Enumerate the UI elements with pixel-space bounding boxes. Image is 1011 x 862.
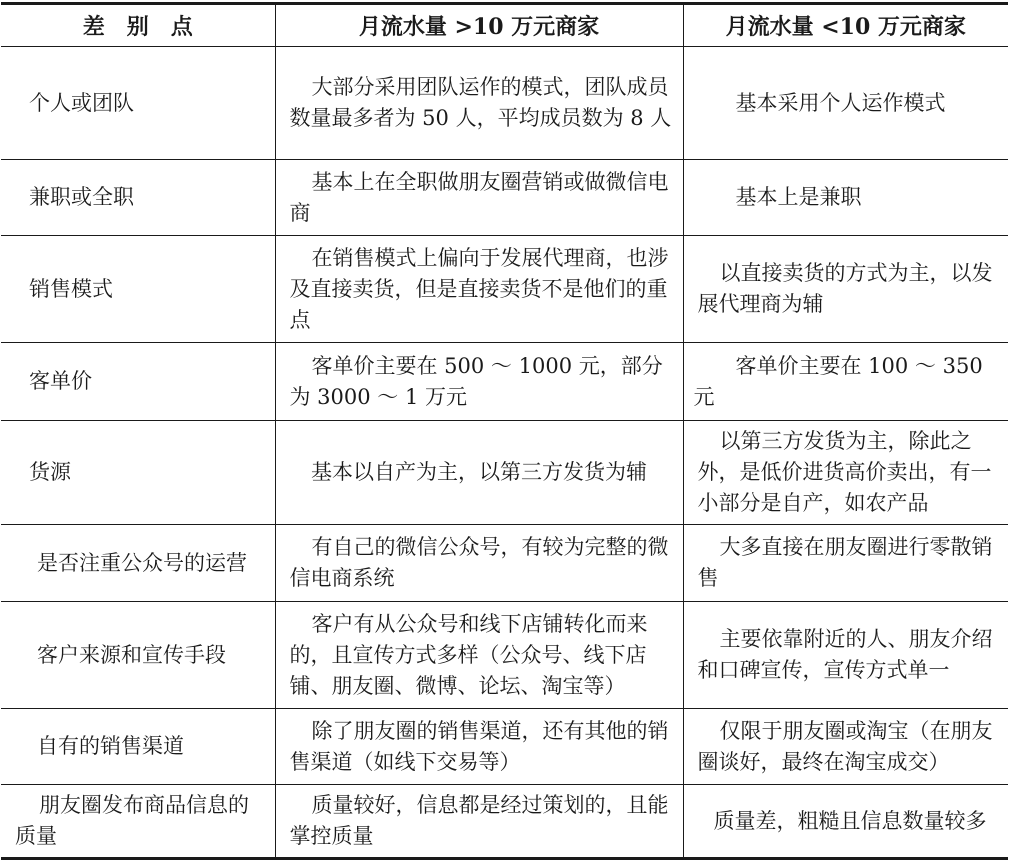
row-point-cell: 兼职或全职: [1, 160, 275, 236]
row-point-cell: 是否注重公众号的运营: [1, 525, 275, 602]
row-point-cell: 销售模式: [1, 236, 275, 343]
row-point-cell: 个人或团队: [1, 47, 275, 160]
row-small-cell: 以直接卖货的方式为主，以发展代理商为辅: [683, 236, 1008, 343]
row-large-cell: 基本上在全职做朋友圈营销或做微信电商: [275, 160, 683, 236]
row-small-cell: 质量差，粗糙且信息数量较多: [683, 785, 1008, 859]
row-large-cell: 客单价主要在 500 ～ 1000 元，部分为 3000 ～ 1 万元: [275, 343, 683, 421]
table-row: [1, 47, 1008, 160]
row-small-cell: 大多直接在朋友圈进行零散销售: [683, 525, 1008, 602]
table-row: [1, 160, 1008, 236]
table-row: [1, 525, 1008, 602]
header-large-merchant: 月流水量 >10 万元商家: [275, 4, 683, 47]
header-row: [1, 4, 1008, 47]
row-small-cell: 主要依靠附近的人、朋友介绍和口碑宣传，宣传方式单一: [683, 602, 1008, 709]
table-row: [1, 709, 1008, 785]
table-row: [1, 785, 1008, 859]
header-difference-point: 差 别 点: [1, 4, 275, 47]
table-row: [1, 236, 1008, 343]
row-point-cell: 客户来源和宣传手段: [1, 602, 275, 709]
merchant-comparison-table: [1, 2, 1008, 860]
header-small-merchant: 月流水量 <10 万元商家: [683, 4, 1008, 47]
row-point-cell: 货源: [1, 421, 275, 525]
row-small-cell: 基本上是兼职: [683, 160, 1008, 236]
table-row: [1, 343, 1008, 421]
row-point-cell: 客单价: [1, 343, 275, 421]
row-point-cell: 朋友圈发布商品信息的质量: [1, 785, 275, 859]
row-small-cell: 仅限于朋友圈或淘宝（在朋友圈谈好，最终在淘宝成交）: [683, 709, 1008, 785]
table-row: [1, 421, 1008, 525]
row-small-cell: 客单价主要在 100 ～ 350 元: [683, 343, 1008, 421]
row-small-cell: 以第三方发货为主，除此之外，是低价进货高价卖出，有一小部分是自产，如农产品: [683, 421, 1008, 525]
row-large-cell: 质量较好，信息都是经过策划的，且能掌控质量: [275, 785, 683, 859]
row-large-cell: 在销售模式上偏向于发展代理商，也涉及直接卖货，但是直接卖货不是他们的重点: [275, 236, 683, 343]
row-large-cell: 有自己的微信公众号，有较为完整的微信电商系统: [275, 525, 683, 602]
row-large-cell: 客户有从公众号和线下店铺转化而来的，且宣传方式多样（公众号、线下店铺、朋友圈、微博、论坛、淘宝等）: [275, 602, 683, 709]
row-small-cell: 基本采用个人运作模式: [683, 47, 1008, 160]
row-large-cell: 除了朋友圈的销售渠道，还有其他的销售渠道（如线下交易等）: [275, 709, 683, 785]
row-point-cell: 自有的销售渠道: [1, 709, 275, 785]
row-large-cell: 基本以自产为主，以第三方发货为辅: [275, 421, 683, 525]
table-row: [1, 602, 1008, 709]
row-large-cell: 大部分采用团队运作的模式，团队成员数量最多者为 50 人，平均成员数为 8 人: [275, 47, 683, 160]
